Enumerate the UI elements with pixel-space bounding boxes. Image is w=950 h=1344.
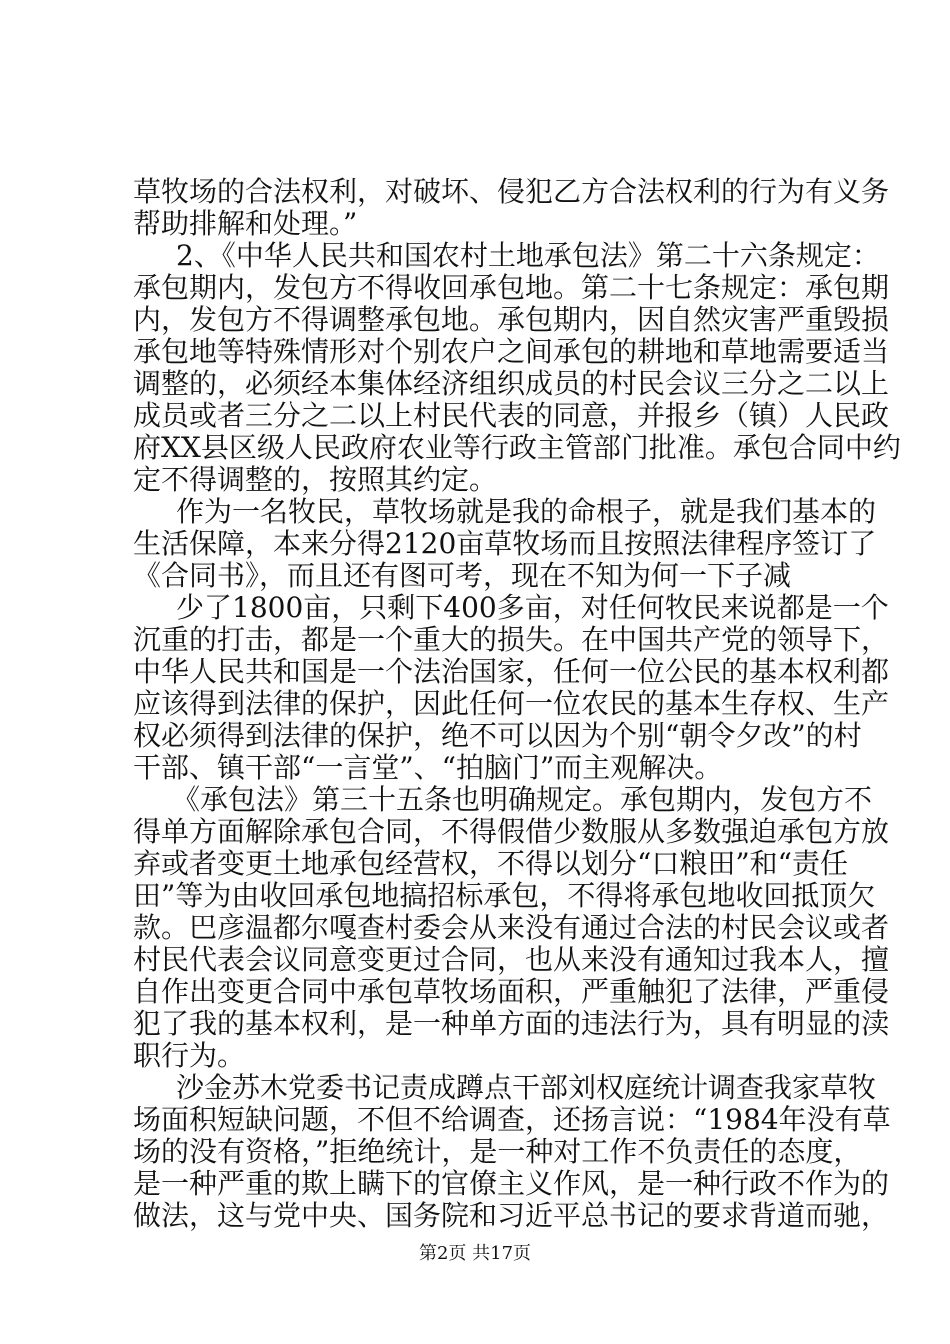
text-line: 少了1800亩，只剩下400多亩，对任何牧民来说都是一个 bbox=[176, 591, 889, 624]
text-line: 帮助排解和处理。” bbox=[133, 207, 358, 240]
text-line: 职行为。 bbox=[133, 1039, 246, 1072]
text-line: 调整的，必须经本集体经济组织成员的村民会议三分之二以上 bbox=[133, 367, 890, 400]
text-line: 权必须得到法律的保护，绝不可以因为个别“朝令夕改”的村 bbox=[133, 719, 862, 752]
text-line: 村民代表会议同意变更过合同，也从来没有通知过我本人，擅 bbox=[133, 943, 890, 976]
text-line: 场的没有资格，”拒绝统计，是一种对工作不负责任的态度， bbox=[133, 1135, 862, 1168]
text-line: 自作出变更合同中承包草牧场面积，严重触犯了法律，严重侵 bbox=[133, 975, 890, 1008]
text-line: 干部、镇干部“一言堂”、“拍脑门”而主观解决。 bbox=[133, 751, 723, 784]
text-line: 场面积短缺问题，不但不给调查，还扬言说：“1984年没有草 bbox=[133, 1103, 891, 1136]
text-line: 弃或者变更土地承包经营权，不得以划分“口粮田”和“责任 bbox=[133, 847, 848, 880]
text-line: 《承包法》第三十五条也明确规定。承包期内，发包方不 bbox=[172, 783, 873, 816]
text-line: 承包地等特殊情形对个别农户之间承包的耕地和草地需要适当 bbox=[133, 335, 890, 368]
text-line: 定不得调整的，按照其约定。 bbox=[133, 463, 498, 496]
text-line: 生活保障，本来分得2120亩草牧场而且按照法律程序签订了 bbox=[133, 527, 877, 560]
text-line: 成员或者三分之二以上村民代表的同意，并报乡（镇）人民政 bbox=[133, 399, 890, 432]
text-line: 沉重的打击，都是一个重大的损失。在中国共产党的领导下， bbox=[133, 623, 890, 656]
text-line: 草牧场的合法权利，对破坏、侵犯乙方合法权利的行为有义务 bbox=[133, 175, 890, 208]
text-line: 得单方面解除承包合同，不得假借少数服从多数强迫承包方放 bbox=[133, 815, 890, 848]
text-line: 中华人民共和国是一个法治国家，任何一位公民的基本权利都 bbox=[133, 655, 890, 688]
text-line: 做法，这与党中央、国务院和习近平总书记的要求背道而驰， bbox=[133, 1199, 890, 1232]
text-line: 作为一名牧民，草牧场就是我的命根子，就是我们基本的 bbox=[176, 495, 877, 528]
text-line: 应该得到法律的保护，因此任何一位农民的基本生存权、生产 bbox=[133, 687, 890, 720]
text-line: 2、《中华人民共和国农村土地承包法》第二十六条规定： bbox=[176, 239, 880, 272]
text-line: 田”等为由收回承包地搞招标承包，不得将承包地收回抵顶欠 bbox=[133, 879, 876, 912]
text-line: 款。巴彦温都尔嘎查村委会从来没有通过合法的村民会议或者 bbox=[133, 911, 890, 944]
text-line: 承包期内，发包方不得收回承包地。第二十七条规定：承包期 bbox=[133, 271, 890, 304]
text-line: 沙金苏木党委书记责成蹲点干部刘权庭统计调查我家草牧 bbox=[176, 1071, 877, 1104]
text-line: 府XX县区级人民政府农业等行政主管部门批准。承包合同中约 bbox=[133, 431, 901, 464]
text-line: 《合同书》，而且还有图可考，现在不知为何一下子减 bbox=[133, 559, 792, 592]
text-line: 内，发包方不得调整承包地。承包期内，因自然灾害严重毁损 bbox=[133, 303, 890, 336]
page-number-footer: 第2页 共17页 bbox=[418, 1243, 532, 1264]
text-line: 是一种严重的欺上瞒下的官僚主义作风，是一种行政不作为的 bbox=[133, 1167, 890, 1200]
text-line: 犯了我的基本权利，是一种单方面的违法行为，具有明显的渎 bbox=[133, 1007, 890, 1040]
